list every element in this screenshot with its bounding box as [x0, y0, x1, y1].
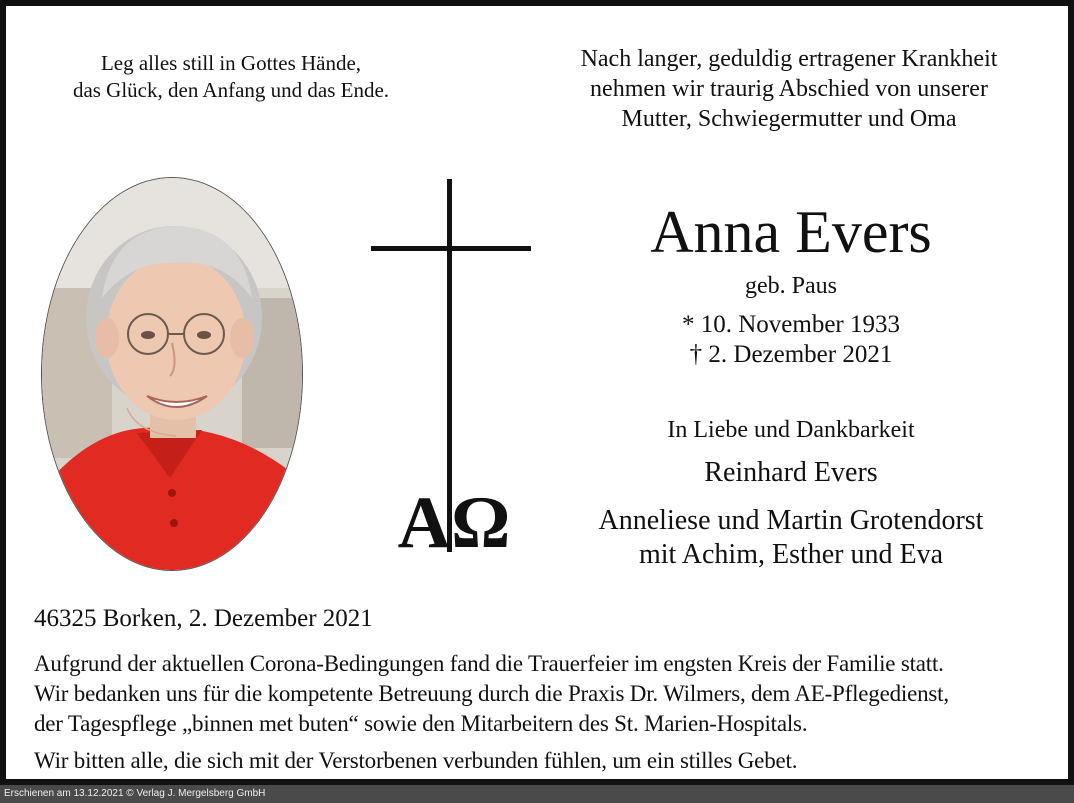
birth-name: geb. Paus — [745, 273, 837, 299]
verse-line-1: Leg alles still in Gottes Hände, — [100, 51, 362, 75]
verse — [26, 50, 436, 104]
intro-line-2: nehmen wir traurig Abschied von unserer — [590, 76, 988, 102]
notice-line-1: Aufgrund der aktuellen Corona-Bedingungen fand die Trauerfeier im engsten Kreis der Familie statt. — [34, 651, 944, 676]
mourners-intro: In Liebe und Dankbarkeit — [667, 417, 915, 443]
notice-line-2: Wir bedanken uns für die kompetente Betreuung durch die Praxis Dr. Wilmers, dem AE-Pflegedienst, — [34, 681, 949, 706]
birth-date: * 10. November 1933 — [681, 311, 901, 338]
mourner-line-1: Reinhard Evers — [704, 457, 878, 488]
closing-text: Wir bitten alle, die sich mit der Verstorbenen verbunden fühlen, um ein stilles Gebet. — [34, 748, 798, 773]
intro-text — [526, 44, 1052, 134]
deceased-name: Anna Evers — [650, 199, 932, 265]
publication-footer: Erschienen am 13.12.2021 © Verlag J. Mergelsberg GmbH — [0, 785, 1074, 803]
portrait-photo — [41, 177, 303, 571]
notice-paragraph — [34, 649, 1064, 739]
death-date: † 2. Dezember 2021 — [689, 341, 893, 368]
intro-line-3: Mutter, Schwiegermutter und Oma — [621, 106, 957, 132]
intro-line-1: Nach langer, geduldig ertragener Krankheit — [580, 46, 998, 72]
mourner-line-3: mit Achim, Esther und Eva — [638, 539, 944, 570]
verse-line-2: das Glück, den Anfang und das Ende. — [72, 78, 390, 102]
alpha-omega-symbol: AΩ — [397, 482, 511, 564]
portrait-illustration — [42, 178, 302, 570]
cross-horizontal-bar — [371, 246, 531, 251]
notice-line-3: der Tagespflege „binnen met buten“ sowie den Mitarbeitern des St. Marien-Hospitals. — [34, 711, 808, 736]
mourner-line-2: Anneliese und Martin Grotendorst — [598, 505, 984, 536]
place-date: 46325 Borken, 2. Dezember 2021 — [34, 605, 373, 632]
